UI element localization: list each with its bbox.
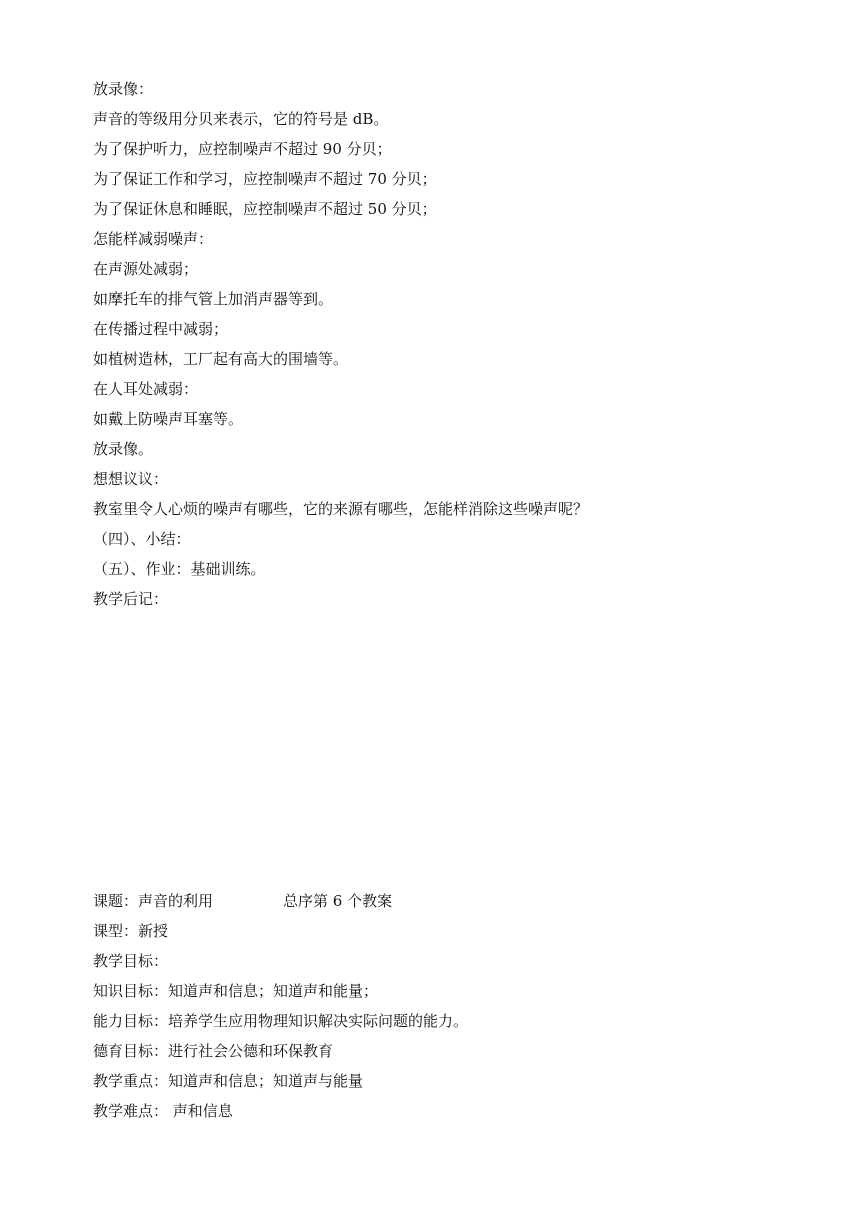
text-line: 在人耳处减弱： [93,380,199,398]
text-line: 如摩托车的排气管上加消声器等到。 [93,290,334,308]
text-line: 如戴上防噪声耳塞等。 [93,410,244,428]
lesson-title: 课题：声音的利用 [93,892,214,910]
text-line: 放录像： [93,80,154,98]
text-line: 想想议议： [93,470,169,488]
text-line: 教室里令人心烦的噪声有哪些，它的来源有哪些，怎能样消除这些噪声呢？ [93,500,589,518]
text-line: 教学后记： [93,590,169,608]
text-line: 教学目标： [93,952,169,970]
lesson-serial: 总序第 6 个教案 [283,892,393,910]
text-line: （五）、作业：基础训练。 [93,560,266,578]
text-line: 为了保证休息和睡眠，应控制噪声不超过 50 分贝； [93,200,437,218]
lesson-title-line [93,886,833,916]
text-line: 知识目标：知道声和信息；知道声和能量； [93,982,379,1000]
text-line: 教学难点： 声和信息 [93,1102,233,1120]
text-line: 课型：新授 [93,922,169,940]
text-line: 声音的等级用分贝来表示，它的符号是 dB。 [93,110,389,128]
text-line: 在传播过程中减弱； [93,320,229,338]
text-line: 德育目标：进行社会公德和环保教育 [93,1042,334,1060]
text-line: 教学重点：知道声和信息；知道声与能量 [93,1072,364,1090]
lesson-notes-continued [93,74,833,614]
text-line: 放录像。 [93,440,154,458]
text-line: （四）、小结： [93,530,191,548]
text-line: 如植树造林，工厂起有高大的围墙等。 [93,350,349,368]
new-lesson-header [93,886,833,1126]
text-line: 在声源处减弱； [93,260,199,278]
text-line: 怎能样减弱噪声： [93,230,214,248]
text-line: 能力目标：培养学生应用物理知识解决实际问题的能力。 [93,1012,469,1030]
text-line: 为了保护听力，应控制噪声不超过 90 分贝； [93,140,392,158]
text-line: 为了保证工作和学习，应控制噪声不超过 70 分贝； [93,170,437,188]
